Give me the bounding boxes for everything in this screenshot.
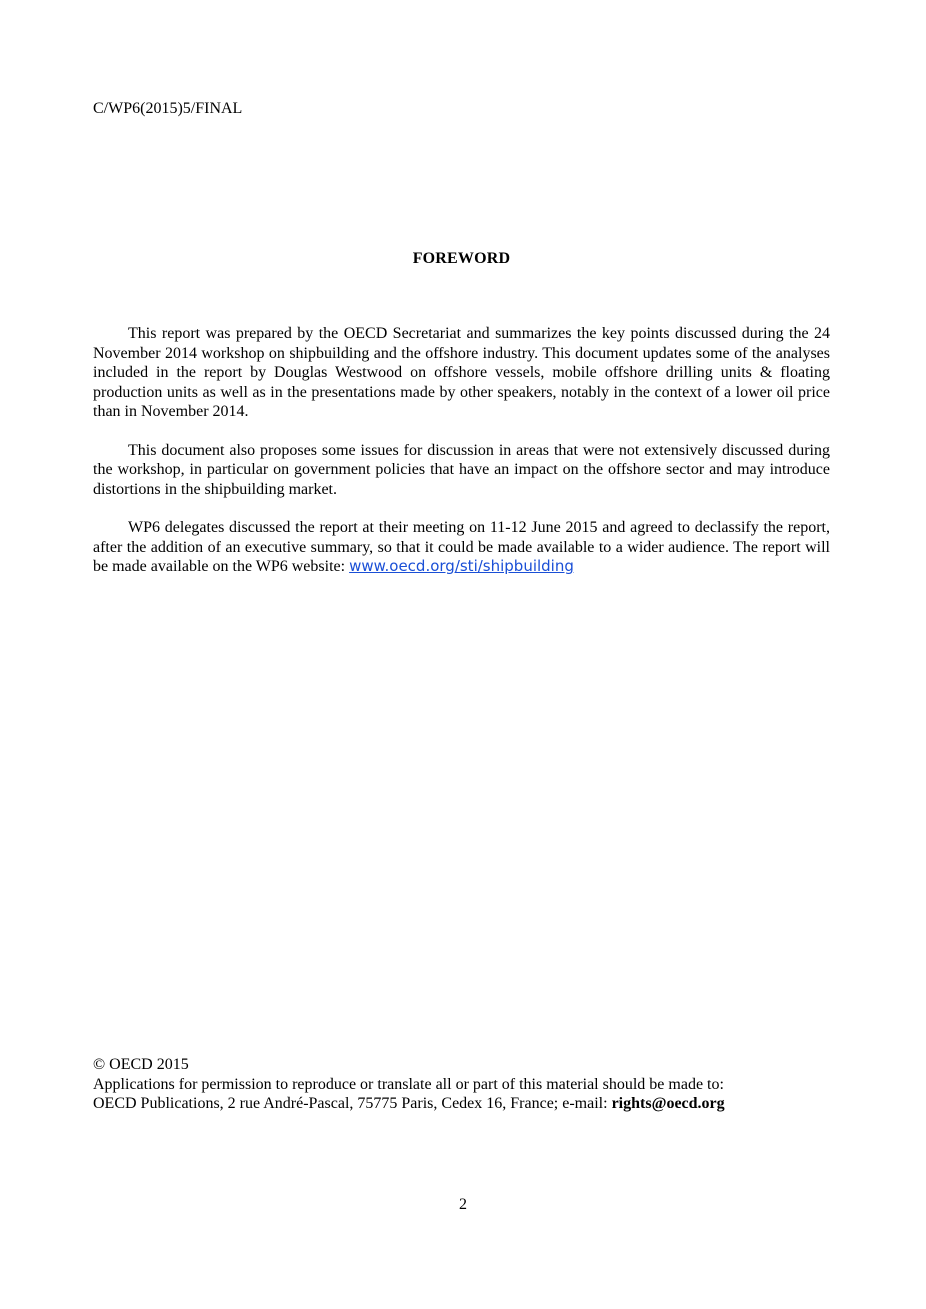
- section-heading: FOREWORD: [412, 250, 511, 267]
- page-number: 2: [459, 1196, 467, 1213]
- paragraph-3-text: WP6 delegates discussed the report at their meeting on 11-12 June 2015 and agreed to declassify the report, after the addition of an executive summary, so that it could be made available to a wider audience. The report will be made available on the WP6 website:: [93, 519, 830, 575]
- address-line: [93, 1094, 830, 1114]
- copyright-line: © OECD 2015: [93, 1056, 189, 1073]
- foreword-body: [93, 324, 830, 596]
- wp6-website-link[interactable]: www.oecd.org/sti/shipbuilding: [349, 557, 574, 575]
- address-text: OECD Publications, 2 rue André-Pascal, 75775 Paris, Cedex 16, France; e-mail:: [93, 1095, 612, 1112]
- document-reference: C/WP6(2015)5/FINAL: [93, 100, 243, 117]
- copyright-footer: [93, 1055, 830, 1114]
- permission-line: Applications for permission to reproduce or translate all or part of this material should be made to:: [93, 1075, 724, 1093]
- rights-email: rights@oecd.org: [611, 1095, 725, 1112]
- paragraph-2: This document also proposes some issues for discussion in areas that were not extensively discussed during the workshop, in particular on government policies that have an impact on the offshore sector and may introduce distortions in the shipbuilding market.: [93, 441, 830, 498]
- paragraph-1: This report was prepared by the OECD Secretariat and summarizes the key points discussed during the 24 November 2014 workshop on shipbuilding and the offshore industry. This document updates some of the analyses included in the report by Douglas Westwood on offshore vessels, mobile offshore drilling units & floating production units as well as in the presentations made by other speakers, notably in the context of a lower oil price than in November 2014.: [93, 325, 830, 420]
- paragraph-3: [93, 518, 830, 577]
